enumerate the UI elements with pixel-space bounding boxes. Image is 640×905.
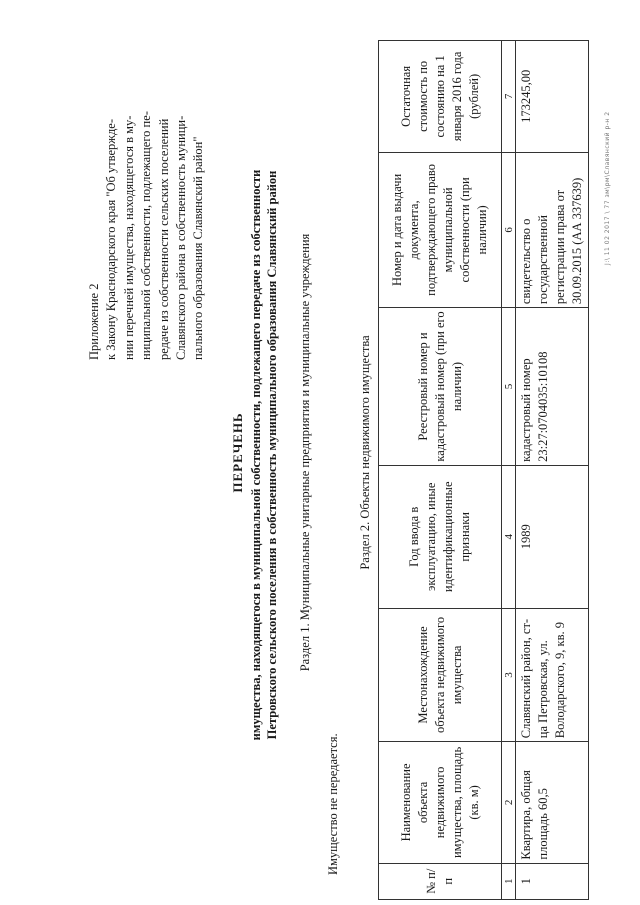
column-number: 3 (502, 608, 516, 742)
property-table (378, 40, 589, 900)
column-number: 7 (502, 41, 516, 153)
appendix-line: пального образования Славянский район" (191, 136, 206, 360)
header-cell-number: № п/п (379, 863, 502, 899)
table-column-numbers-row (502, 41, 516, 900)
cell-registry: кадастровый номер 23:27:0704035:10108 (516, 308, 589, 466)
header-cell-name: Наименование объекта недвижимого имущества, площадь (кв. м) (379, 742, 502, 863)
cell-year: 1989 (516, 465, 589, 608)
header-cell-document: Номер и дата выдачи документа, подтверждающего право муниципальной собственности (при наличии) (379, 152, 502, 307)
column-number: 5 (502, 308, 516, 466)
section2-heading: Раздел 2. Объекты недвижимого имущества (358, 335, 372, 570)
section1-note: Имущество не передается. (326, 733, 340, 875)
cell-document: свидетельство о государственной регистрации права от 30.09.2015 (АА 337639) (516, 152, 589, 307)
appendix-block (86, 25, 208, 360)
cell-name: Квартира, общая площадь 60,5 (516, 742, 589, 863)
header-cell-registry: Реестровый номер и кадастровый номер (при его наличии) (379, 308, 502, 466)
cell-location: Славянский район, ст-ца Петровская, ул. Володарского, 9, кв. 9 (516, 608, 589, 742)
column-number: 4 (502, 465, 516, 608)
column-number: 6 (502, 152, 516, 307)
document-subtitle-line1: имущества, находящегося в муниципальной собственности, подлежащего передаче из собственности (249, 169, 263, 741)
appendix-line: редаче из собственности сельских поселений (156, 118, 171, 360)
footer-file-path: J:\ 11 02 2017 \ 77 зм\рм\Славянский р-н 2 (604, 111, 611, 265)
appendix-line: нии перечней имущества, находящегося в му- (121, 115, 136, 360)
header-cell-year: Год ввода в эксплуатацию, иные идентификационные признаки (379, 465, 502, 608)
appendix-line: Приложение 2 (87, 283, 101, 360)
table-row (516, 41, 589, 900)
cell-number: 1 (516, 863, 589, 899)
document-title: ПЕРЕЧЕНЬ (230, 412, 245, 493)
header-cell-location: Местонахождение объекта недвижимого имущества (379, 608, 502, 742)
table-header-row (379, 41, 502, 900)
appendix-line: Славянского района в собственность муници- (174, 115, 189, 360)
appendix-line: к Закону Краснодарского края "Об утвержде- (104, 118, 119, 360)
column-number: 2 (502, 742, 516, 863)
section1-heading: Раздел 1. Муниципальные унитарные предприятия и муниципальные учреждения (298, 233, 312, 672)
document-subtitle-line2: Петровского сельского поселения в собственность муниципального образования Славянский район (265, 170, 279, 740)
header-cell-value: Остаточная стоимость по состоянию на 1 января 2016 года (рублей) (379, 41, 502, 153)
appendix-line: ниципальной собственности, подлежащего пе- (139, 111, 154, 360)
column-number: 1 (502, 863, 516, 899)
cell-value: 173245,00 (516, 41, 589, 153)
